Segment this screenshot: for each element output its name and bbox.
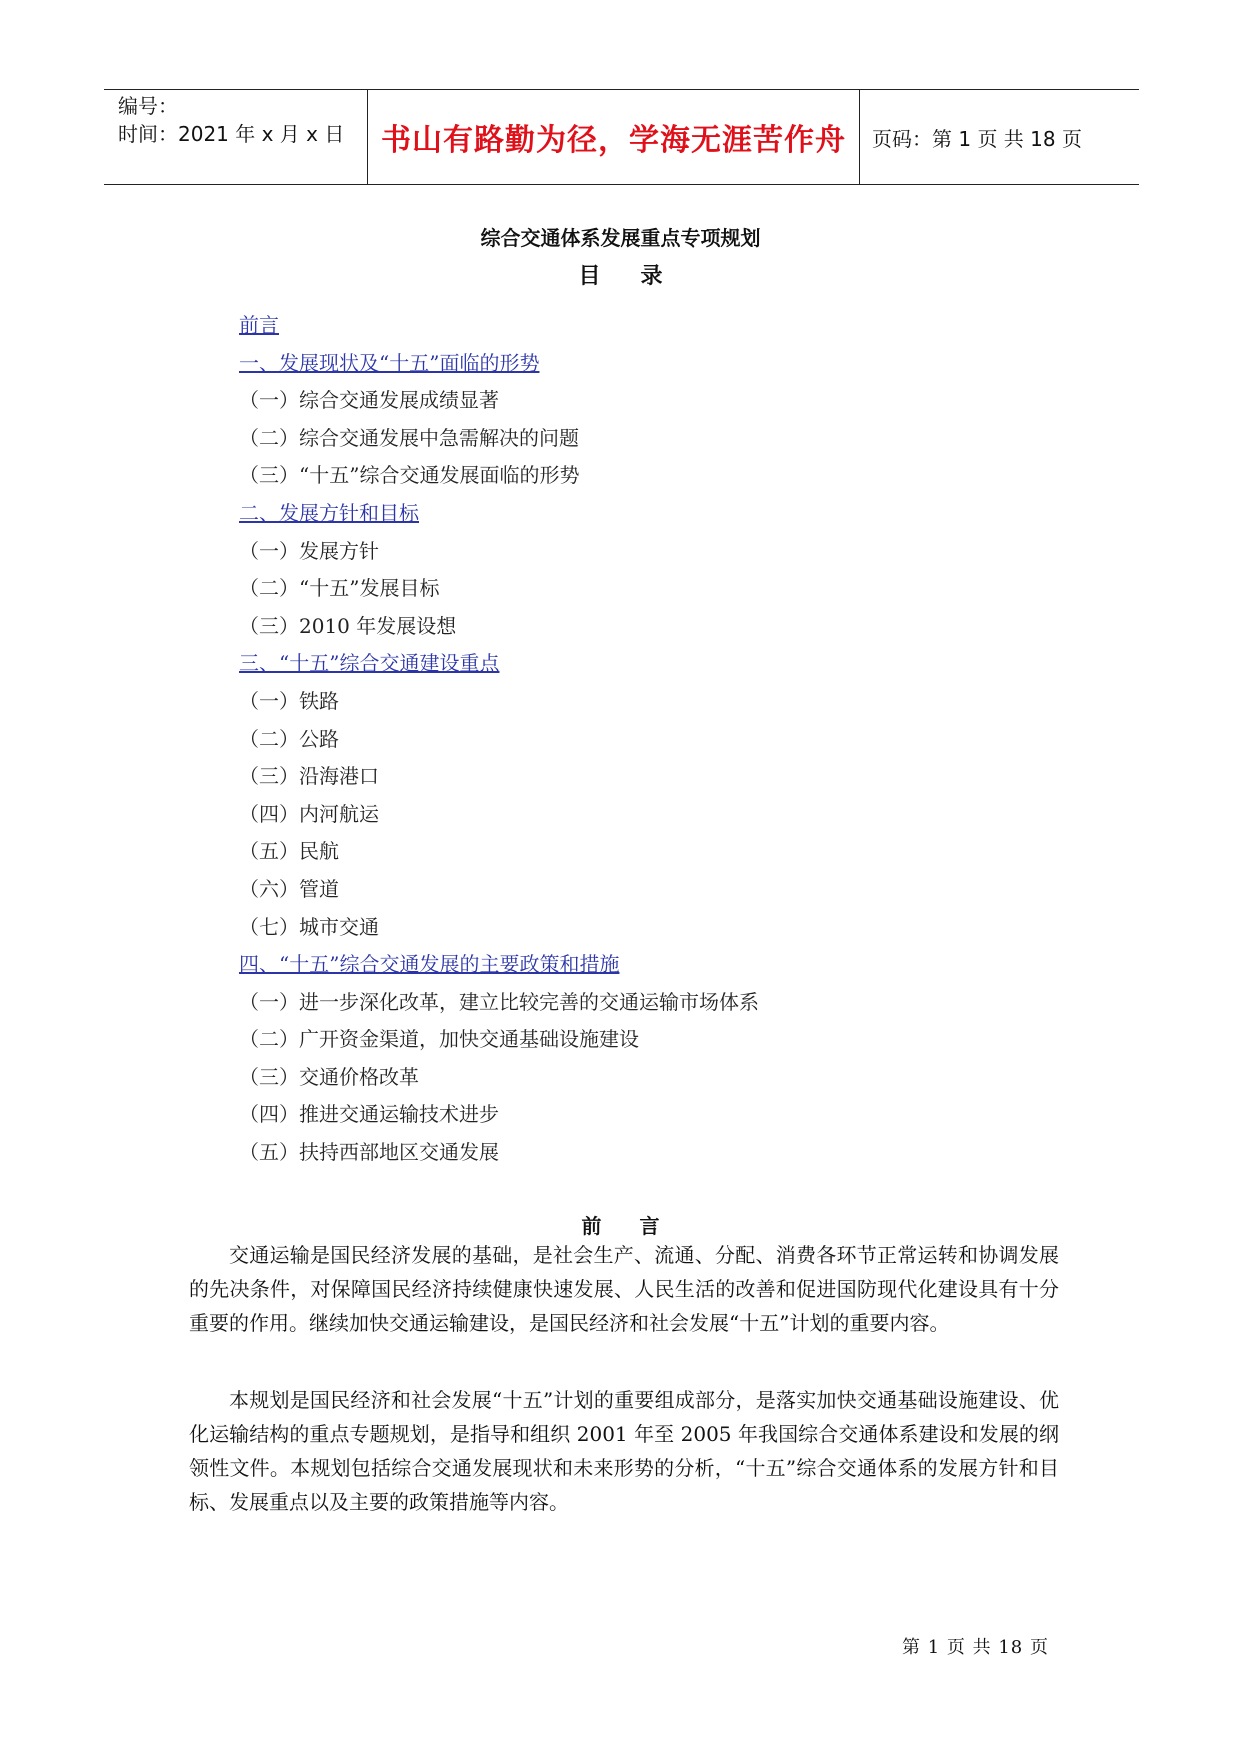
- toc-link-text[interactable]: 一、发展现状及“十五”面临的形势: [239, 350, 540, 375]
- toc-link-item[interactable]: [239, 645, 759, 683]
- toc-item-text: （四）内河航运: [239, 801, 379, 826]
- toc-item: [239, 796, 759, 834]
- header-left-cell: [104, 90, 368, 184]
- document-number-label: 编号：: [118, 94, 178, 118]
- toc-link-text[interactable]: 二、发展方针和目标: [239, 500, 419, 525]
- toc-item-text: （一）发展方针: [239, 538, 379, 563]
- paragraph-text: 交通运输是国民经济发展的基础，是社会生产、流通、分配、消费各环节正常运转和协调发展的先决条件，对保障国民经济持续健康快速发展、人民生活的改善和促进国防现代化建设具有十分重要的作用。继续加快交通运输建设，是国民经济和社会发展“十五”计划的重要内容。: [189, 1243, 1059, 1335]
- toc-item-text: （三）沿海港口: [239, 764, 379, 789]
- toc-item-text: （三）“十五”综合交通发展面临的形势: [239, 463, 580, 488]
- toc-item-text: （一）铁路: [239, 688, 339, 713]
- toc-item: [239, 909, 759, 947]
- document-time-label: 时间：2021 年 x 月 x 日: [118, 122, 345, 146]
- toc-link-item[interactable]: [239, 307, 759, 345]
- section-heading-preface: 前言: [581, 1214, 698, 1238]
- toc-item: [239, 1059, 759, 1097]
- body-paragraph: [189, 1238, 1059, 1340]
- table-of-contents: [239, 307, 759, 1172]
- header-table: [104, 89, 1139, 185]
- paragraph-text: 本规划是国民经济和社会发展“十五”计划的重要组成部分，是落实加快交通基础设施建设、优化运输结构的重点专题规划，是指导和组织 2001 年至 2005 年我国综合交通体系建设和发展的纲领性文件。本规划包括综合交通发展现状和未来形势的分析，“十五”综合交通体系的发展方针和目标、发展重点以及主要的政策措施等内容。: [189, 1388, 1059, 1514]
- toc-link-item[interactable]: [239, 946, 759, 984]
- toc-item-text: （二）综合交通发展中急需解决的问题: [239, 425, 579, 450]
- toc-item: [239, 721, 759, 759]
- toc-item: [239, 683, 759, 721]
- toc-link-item[interactable]: [239, 345, 759, 383]
- toc-item: [239, 533, 759, 571]
- toc-item-text: （五）民航: [239, 839, 339, 864]
- header-motto: 书山有路勤为径，学海无涯苦作舟: [368, 90, 860, 184]
- toc-item: [239, 833, 759, 871]
- toc-item: [239, 570, 759, 608]
- toc-item: [239, 758, 759, 796]
- toc-item-text: （二）公路: [239, 726, 339, 751]
- toc-heading: 目录: [578, 264, 703, 289]
- toc-link-text[interactable]: 三、“十五”综合交通建设重点: [239, 651, 500, 676]
- toc-item-text: （四）推进交通运输技术进步: [239, 1102, 499, 1127]
- toc-item-text: （六）管道: [239, 876, 339, 901]
- toc-item: [239, 1096, 759, 1134]
- toc-item-text: （一）进一步深化改革，建立比较完善的交通运输市场体系: [239, 989, 759, 1014]
- toc-item-text: （三）交通价格改革: [239, 1064, 419, 1089]
- toc-item: [239, 984, 759, 1022]
- toc-item-text: （二）广开资金渠道，加快交通基础设施建设: [239, 1027, 639, 1052]
- toc-item-text: （一）综合交通发展成绩显著: [239, 388, 499, 413]
- toc-link-item[interactable]: [239, 495, 759, 533]
- toc-item-text: （五）扶持西部地区交通发展: [239, 1140, 499, 1165]
- document-title: 综合交通体系发展重点专项规划: [480, 226, 761, 250]
- body-paragraph: [189, 1383, 1059, 1519]
- toc-item: [239, 1021, 759, 1059]
- page-footer: 第 1 页 共 18 页: [902, 1637, 1049, 1658]
- toc-item-text: （七）城市交通: [239, 914, 379, 939]
- toc-item: [239, 457, 759, 495]
- toc-link-text[interactable]: 四、“十五”综合交通发展的主要政策和措施: [239, 952, 620, 977]
- toc-item: [239, 382, 759, 420]
- toc-item: [239, 420, 759, 458]
- toc-item: [239, 1134, 759, 1172]
- toc-item-text: （三）2010 年发展设想: [239, 613, 457, 638]
- toc-link-text[interactable]: 前言: [239, 313, 279, 337]
- toc-item: [239, 871, 759, 909]
- header-page-label: 页码：第 1 页 共 18 页: [872, 126, 1082, 151]
- toc-item-text: （二）“十五”发展目标: [239, 576, 440, 601]
- toc-item: [239, 608, 759, 646]
